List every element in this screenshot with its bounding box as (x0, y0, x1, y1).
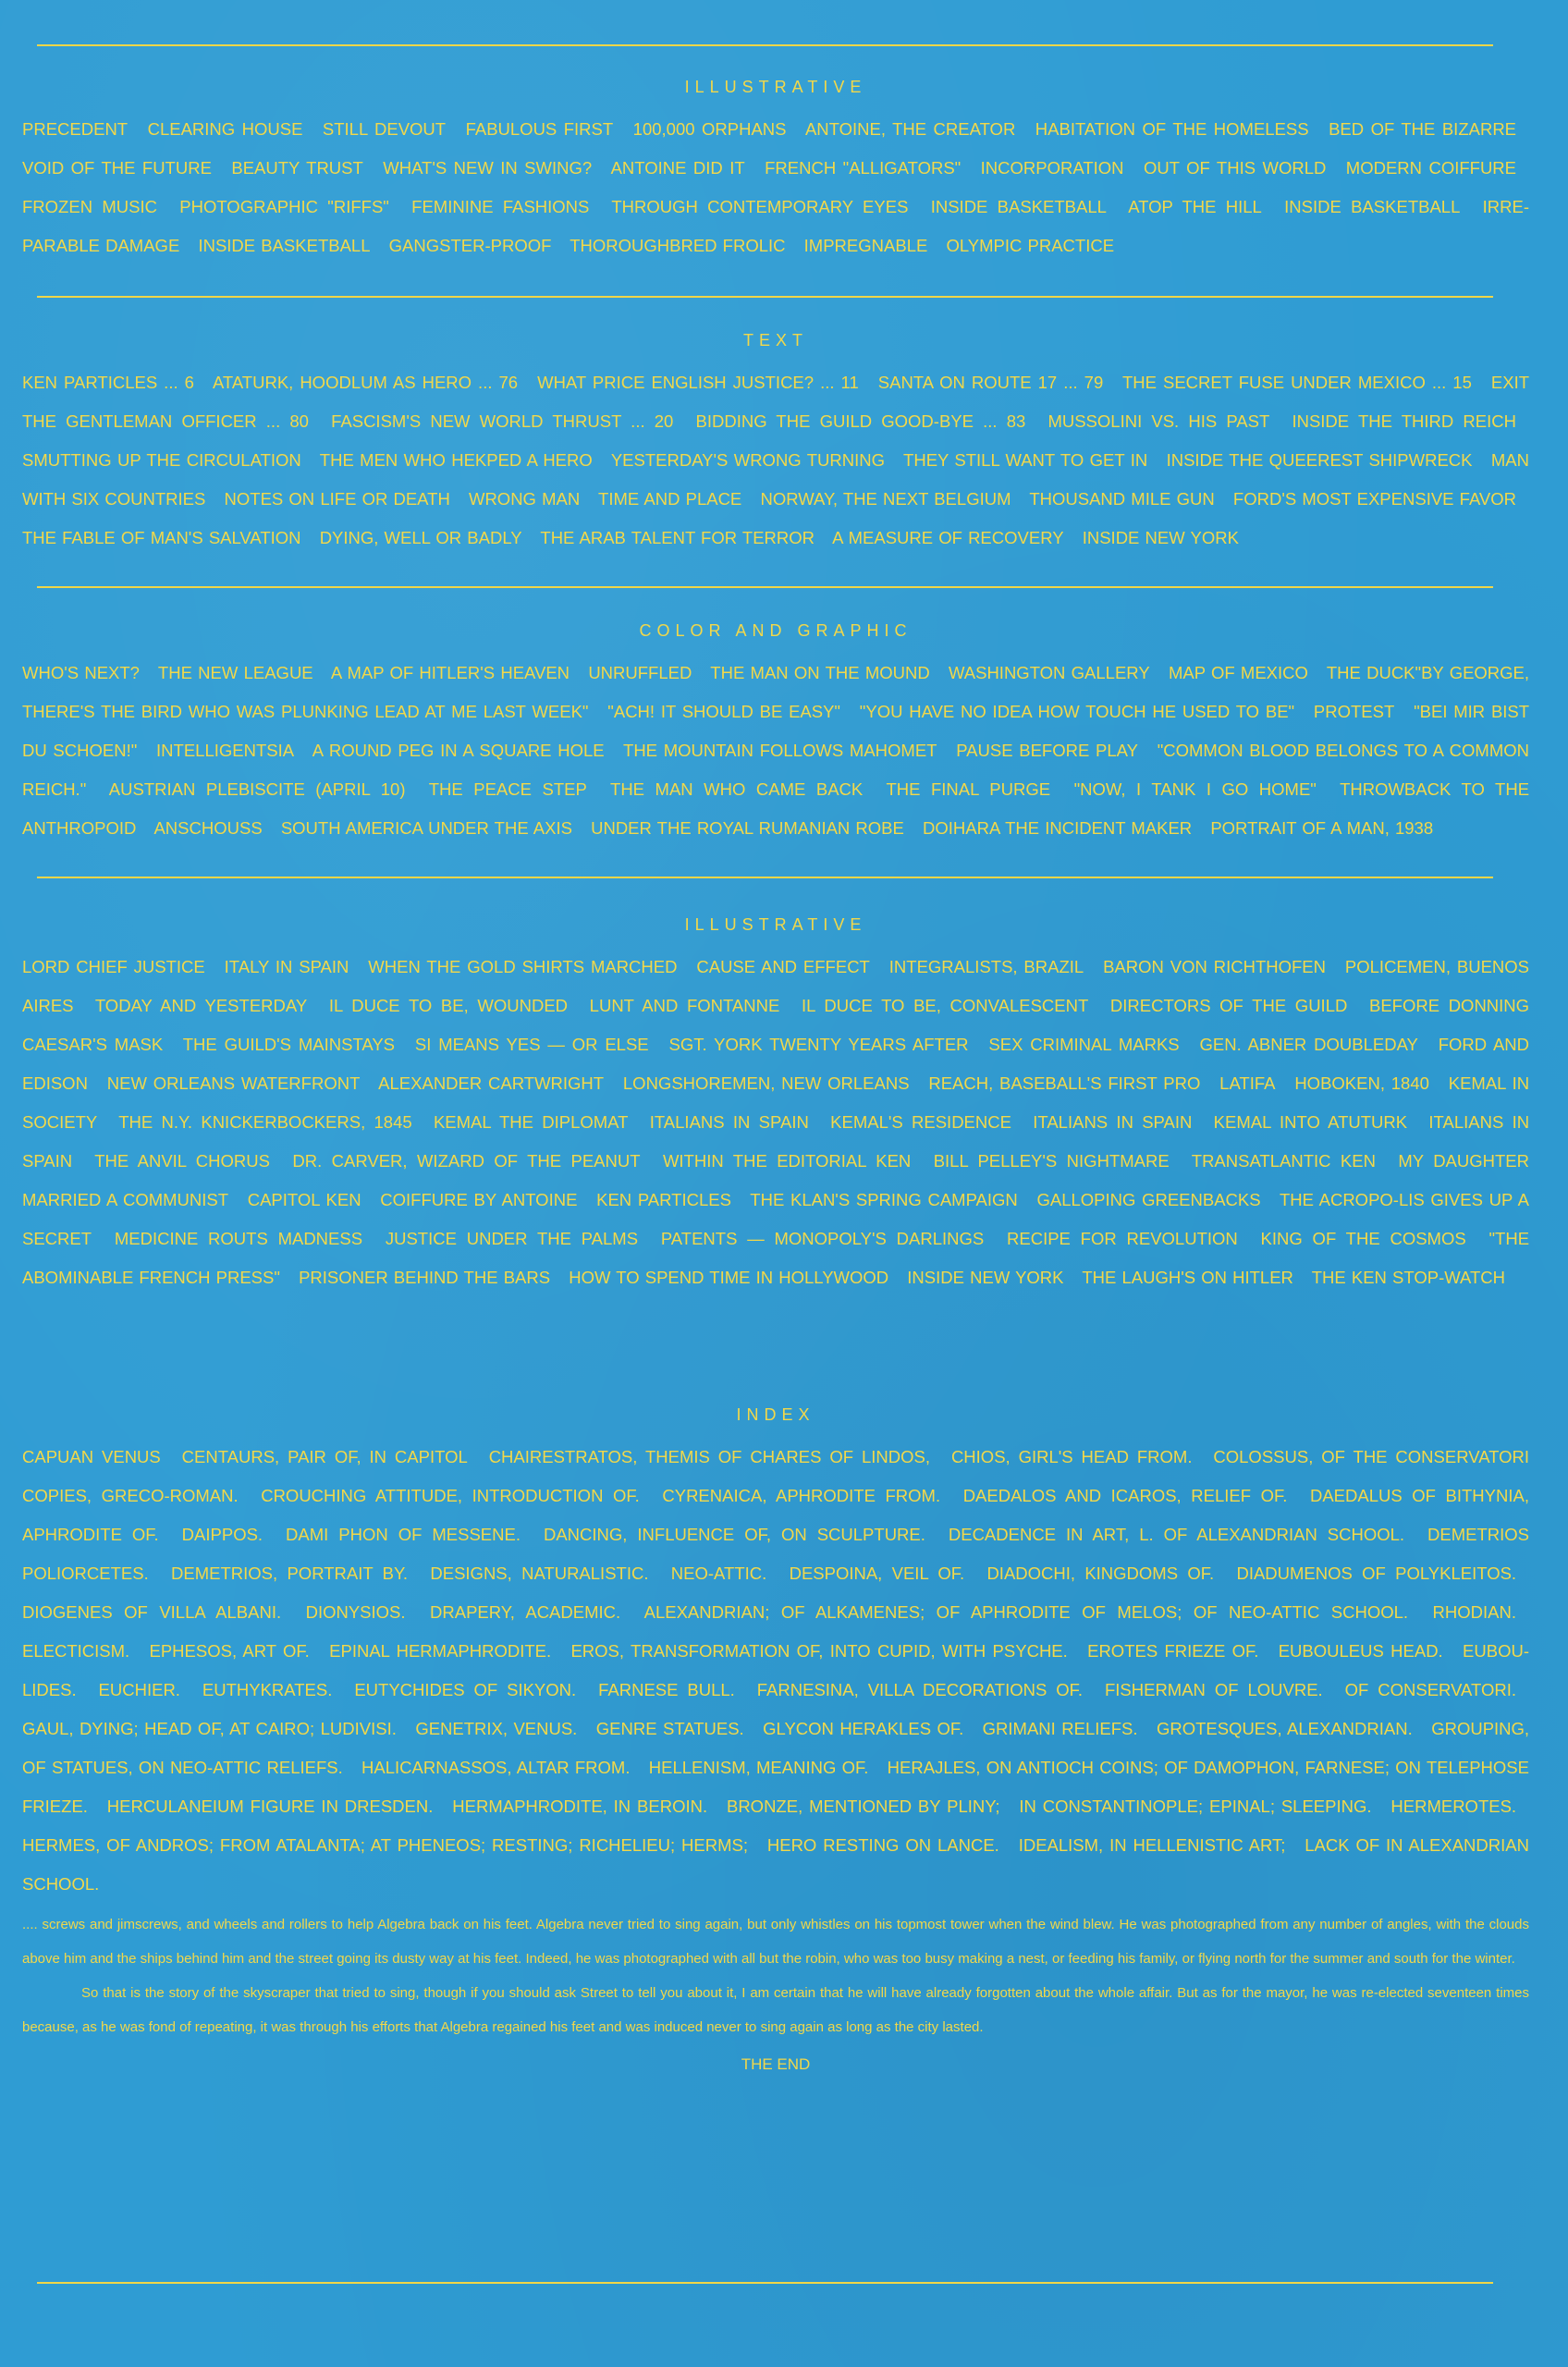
section-item: KEMAL'S RESIDENCE (830, 1112, 1011, 1132)
section-item: DESPOINA, VEIL OF. (789, 1564, 965, 1583)
section-item: HELLENISM, MEANING OF. (648, 1758, 869, 1777)
section-item: IMPREGNABLE (803, 236, 928, 255)
section-item: SANTA ON ROUTE 17 ... 79 (877, 373, 1104, 392)
section-item: DIOGENES OF VILLA ALBANI. (22, 1602, 282, 1622)
section-item: DR. CARVER, WIZARD OF THE PEANUT (292, 1151, 641, 1171)
section-item: ANTOINE DID IT (610, 158, 745, 178)
section-item: THE ACROPO-LIS GIVES UP A SECRET (22, 1190, 1529, 1248)
section-item: VOID OF THE FUTURE (22, 158, 212, 178)
the-end-label: THE END (741, 2055, 811, 2073)
section-item: THE MOUNTAIN FOLLOWS MAHOMET (623, 741, 937, 760)
section-item: EUTYCHIDES OF SIKYON. (354, 1680, 577, 1699)
section-item: SI MEANS YES — OR ELSE (414, 1035, 649, 1054)
section-item: 100,000 ORPHANS (632, 119, 787, 139)
section-item: TIME AND PLACE (598, 489, 742, 509)
section-item: FEMININE FASHIONS (411, 197, 590, 216)
section-item-list (22, 363, 1529, 558)
section-item: TRANSATLANTIC KEN (1191, 1151, 1376, 1171)
divider-rule (37, 296, 1493, 298)
divider-rule (37, 2282, 1493, 2284)
section-item: IDEALISM, IN HELLENISTIC ART; (1018, 1835, 1286, 1855)
section-item-list (22, 1438, 1529, 1904)
section-item: PATENTS — MONOPOLY'S DARLINGS (660, 1229, 985, 1248)
section-item: FABULOUS FIRST (465, 119, 614, 139)
section-item: GLYCON HERAKLES OF. (763, 1719, 964, 1738)
section-item: BIDDING THE GUILD GOOD-BYE ... 83 (695, 411, 1026, 431)
section-item: LONGSHOREMEN, NEW ORLEANS (622, 1073, 910, 1093)
section-item: THE ARAB TALENT FOR TERROR (540, 528, 815, 547)
section-item: GENETRIX, VENUS. (415, 1719, 578, 1738)
section-item: DAIPPOS. (181, 1525, 263, 1544)
section-item: PORTRAIT OF A MAN, 1938 (1210, 818, 1434, 838)
section-item: ANSCHOUSS (153, 818, 263, 838)
section-heading: TEXT (742, 331, 808, 350)
section-item: "COMMON BLOOD BELONGS TO A COMMON REICH." (22, 741, 1530, 799)
section-item: EROS, TRANSFORMATION OF, INTO CUPID, WITH PSYCHE. (570, 1641, 1068, 1661)
section-item: STILL DEVOUT (322, 119, 447, 139)
section-item: WRONG MAN (468, 489, 581, 509)
section-item: FARNESE BULL. (598, 1680, 735, 1699)
section-item: THE ANVIL CHORUS (94, 1151, 270, 1171)
section-item: EROTES FRIEZE OF. (1087, 1641, 1259, 1661)
section-item: NEO-ATTIC. (670, 1564, 767, 1583)
section-item: MY DAUGHTER MARRIED A COMMUNIST (22, 1151, 1530, 1209)
section-item: GALLOPING GREENBACKS (1036, 1190, 1261, 1209)
section-item: EUBOULEUS HEAD. (1278, 1641, 1443, 1661)
section-item: MODERN COIFFURE (1345, 158, 1517, 178)
section-item: ANTOINE, THE CREATOR (804, 119, 1016, 139)
section-item: REACH, BASEBALL'S FIRST PRO (928, 1073, 1201, 1093)
section-item: KEMAL IN SOCIETY (22, 1073, 1530, 1132)
section-item: DECADENCE IN ART, L. OF ALEXANDRIAN SCHOOL. (948, 1525, 1405, 1544)
section-item: PRECEDENT (22, 119, 129, 139)
section-item: IL DUCE TO BE, WOUNDED (328, 996, 569, 1015)
section-item: GROTESQUES, ALEXANDRIAN. (1156, 1719, 1413, 1738)
section-item: "THE ABOMINABLE FRENCH PRESS" (22, 1229, 1530, 1287)
section-item: DIADOCHI, KINGDOMS OF. (986, 1564, 1215, 1583)
section-item: IRRE-PARABLE DAMAGE (22, 197, 1530, 255)
section-item: THE KLAN'S SPRING CAMPAIGN (750, 1190, 1018, 1209)
section-item: THE SECRET FUSE UNDER MEXICO ... 15 (1121, 373, 1472, 392)
section-item-list (22, 948, 1529, 1297)
section-item: DEMETRIOS, PORTRAIT BY. (171, 1564, 409, 1583)
section-item: THEY STILL WANT TO GET IN (903, 450, 1148, 470)
section-item: DANCING, INFLUENCE OF, ON SCULPTURE. (543, 1525, 925, 1544)
section-item: BRONZE, MENTIONED BY PLINY; (726, 1797, 1000, 1816)
section-item: INSIDE THE QUEEREST SHIPWRECK (1166, 450, 1473, 470)
section-item: DYING, WELL OR BADLY (319, 528, 522, 547)
section-item: EPHESOS, ART OF. (149, 1641, 310, 1661)
section-item: THROWBACK TO THE ANTHROPOID (22, 779, 1530, 838)
section-item: CAPITOL KEN (247, 1190, 361, 1209)
story-paragraph-1: .... screws and jimscrews, and wheels and rollers to help Algebra back on his feet. Algebra never tried to sing again, but only whistles on his topmost tower when the wind blew. He was photographed from any number of angles, with the clouds above him and the ships behind him and the street going its dusty way at his feet. Indeed, he was photographed with all but the robin, who was too busy making a nest, or feeding his family, or flying north for the summer and south for the winter. (22, 1917, 1529, 1967)
section-item: PRISONER BEHIND THE BARS (299, 1268, 551, 1287)
section-item: WHO'S NEXT? (22, 663, 140, 682)
section-item: CLEARING HOUSE (147, 119, 303, 139)
section-item: COLOSSUS, OF THE CONSERVATORI COPIES, GRECO-ROMAN. (22, 1447, 1530, 1505)
section-item: RHODIAN. (1432, 1602, 1516, 1622)
section-item: DAEDALOS AND ICAROS, RELIEF OF. (962, 1486, 1288, 1505)
section-item: HOW TO SPEND TIME IN HOLLYWOOD (569, 1268, 889, 1287)
divider-rule (37, 44, 1493, 46)
section-item: ITALIANS IN SPAIN (1033, 1112, 1193, 1132)
section-item: SMUTTING UP THE CIRCULATION (22, 450, 301, 470)
section-item: EXIT THE GENTLEMAN OFFICER ... 80 (22, 373, 1530, 431)
section-item: EUCHIER. (98, 1680, 180, 1699)
section-item: LATIFA (1219, 1073, 1276, 1093)
section-item: MUSSOLINI VS. HIS PAST (1047, 411, 1270, 431)
section-item: "NOW, I TANK I GO HOME" (1073, 779, 1317, 799)
section-item: IL DUCE TO BE, CONVALESCENT (801, 996, 1089, 1015)
section-item: WHAT'S NEW IN SWING? (383, 158, 593, 178)
section-color-and-graphic (22, 621, 1529, 848)
section-item: THOUSAND MILE GUN (1029, 489, 1215, 509)
section-item: INSIDE NEW YORK (1082, 528, 1239, 547)
section-item: HERMES, OF ANDROS; FROM ATALANTA; AT PHENEOS; RESTING; RICHELIEU; HERMS; (22, 1835, 748, 1855)
section-item: MAP OF MEXICO (1168, 663, 1308, 682)
section-heading: INDEX (736, 1405, 815, 1424)
section-item: MEDICINE ROUTS MADNESS (114, 1229, 363, 1248)
section-item: SEX CRIMINAL MARKS (988, 1035, 1180, 1054)
section-item: BEAUTY TRUST (231, 158, 363, 178)
section-item: HOBOKEN, 1840 (1294, 1073, 1429, 1093)
section-item: THE LAUGH'S ON HITLER (1082, 1268, 1293, 1287)
section-item: FORD'S MOST EXPENSIVE FAVOR (1232, 489, 1517, 509)
section-item: INSIDE NEW YORK (907, 1268, 1064, 1287)
section-item: CYRENAICA, APHRODITE FROM. (662, 1486, 941, 1505)
section-item: CENTAURS, PAIR OF, IN CAPITOL (181, 1447, 468, 1466)
section-item: THE NEW LEAGUE (157, 663, 313, 682)
section-item: CROUCHING ATTITUDE, INTRODUCTION OF. (261, 1486, 640, 1505)
section-item: HERO RESTING ON LANCE. (766, 1835, 999, 1855)
section-item: FORD AND EDISON (22, 1035, 1530, 1093)
section-item: HERAJLES, ON ANTIOCH COINS; OF DAMOPHON, FARNESE; ON TELEPHOSE FRIEZE. (22, 1758, 1529, 1816)
section-item: ALEXANDER CARTWRIGHT (378, 1073, 605, 1093)
section-item: DAMI PHON OF MESSENE. (286, 1525, 521, 1544)
section-heading: ILLUSTRATIVE (684, 915, 867, 934)
section-item: LACK OF IN ALEXANDRIAN SCHOOL. (22, 1835, 1529, 1894)
section-item: EUTHYKRATES. (202, 1680, 333, 1699)
section-item: INSIDE THE THIRD REICH (1292, 411, 1516, 431)
section-item: INSIDE BASKETBALL (198, 236, 371, 255)
section-heading: COLOR AND GRAPHIC (639, 621, 913, 640)
section-item: UNDER THE ROYAL RUMANIAN ROBE (591, 818, 904, 838)
section-item: GROUPING, OF STATUES, ON NEO-ATTIC RELIEFS. (22, 1719, 1530, 1777)
section-item: THE KEN STOP-WATCH (1311, 1268, 1505, 1287)
section-item: DESIGNS, NATURALISTIC. (430, 1564, 649, 1583)
section-item: PROTEST (1313, 702, 1395, 721)
section-item: WHAT PRICE ENGLISH JUSTICE? ... 11 (537, 373, 859, 392)
section-item: THE FINAL PURGE (886, 779, 1051, 799)
section-heading: ILLUSTRATIVE (684, 78, 867, 96)
section-item: GAUL, DYING; HEAD OF, AT CAIRO; LUDIVISI. (22, 1719, 397, 1738)
section-item: KEMAL THE DIPLOMAT (433, 1112, 629, 1132)
section-item: "YOU HAVE NO IDEA HOW TOUCH HE USED TO BE" (859, 702, 1295, 721)
section-item: PHOTOGRAPHIC "RIFFS" (179, 197, 389, 216)
section-item: "ACH! IT SHOULD BE EASY" (607, 702, 840, 721)
section-item: INTEGRALISTS, BRAZIL (888, 957, 1084, 976)
section-item: SGT. YORK TWENTY YEARS AFTER (668, 1035, 969, 1054)
section-item: KEMAL INTO ATUTURK (1213, 1112, 1408, 1132)
section-text (22, 331, 1529, 558)
section-item: PAUSE BEFORE PLAY (956, 741, 1138, 760)
section-item: WASHINGTON GALLERY (948, 663, 1150, 682)
section-item: BEFORE DONNING CAESAR'S MASK (22, 996, 1530, 1054)
section-item: NEW ORLEANS WATERFRONT (106, 1073, 361, 1093)
section-item: KEN PARTICLES ... 6 (22, 373, 194, 392)
section-item: A MEASURE OF RECOVERY (832, 528, 1064, 547)
section-item: POLICEMEN, BUENOS AIRES (22, 957, 1530, 1015)
section-item: CAUSE AND EFFECT (696, 957, 870, 976)
section-illustrative-2 (22, 915, 1529, 1297)
section-item: AUSTRIAN PLEBISCITE (APRIL 10) (108, 779, 406, 799)
section-item: NOTES ON LIFE OR DEATH (224, 489, 450, 509)
section-item: GRIMANI RELIEFS. (982, 1719, 1138, 1738)
section-item: JUSTICE UNDER THE PALMS (385, 1229, 639, 1248)
section-item: ELECTICISM. (22, 1641, 130, 1661)
section-item: THROUGH CONTEMPORARY EYES (611, 197, 909, 216)
section-item: DAEDALUS OF BITHYNIA, APHRODITE OF. (22, 1486, 1529, 1544)
section-item: LORD CHIEF JUSTICE (22, 957, 205, 976)
section-item-list (22, 654, 1529, 848)
section-item: FASCISM'S NEW WORLD THRUST ... 20 (331, 411, 674, 431)
section-item: DIADUMENOS OF POLYKLEITOS. (1236, 1564, 1517, 1583)
section-item: THE MEN WHO HEKPED A HERO (319, 450, 593, 470)
section-item: IN CONSTANTINOPLE; EPINAL; SLEEPING. (1019, 1797, 1372, 1816)
section-item: DRAPERY, ACADEMIC. (430, 1602, 621, 1622)
section-item: WITHIN THE EDITORIAL KEN (662, 1151, 912, 1171)
section-item: DIRECTORS OF THE GUILD (1109, 996, 1348, 1015)
section-item: FISHERMAN OF LOUVRE. (1104, 1680, 1323, 1699)
section-item: THE PEACE STEP (428, 779, 587, 799)
section-item: DIONYSIOS. (305, 1602, 406, 1622)
section-item: HALICARNASSOS, ALTAR FROM. (361, 1758, 631, 1777)
section-item: INCORPORATION (980, 158, 1124, 178)
section-item: RECIPE FOR REVOLUTION (1007, 1229, 1238, 1248)
section-item: MAN WITH SIX COUNTRIES (22, 450, 1529, 509)
section-item: HABITATION OF THE HOMELESS (1035, 119, 1309, 139)
section-item: ITALIANS IN SPAIN (22, 1112, 1530, 1171)
section-item: OF CONSERVATORI. (1344, 1680, 1517, 1699)
section-item: FARNESINA, VILLA DECORATIONS OF. (756, 1680, 1084, 1699)
divider-rule (37, 877, 1493, 878)
section-item: GENRE STATUES. (595, 1719, 744, 1738)
section-item: CAPUAN VENUS (22, 1447, 161, 1466)
section-item: FRENCH "ALLIGATORS" (765, 158, 962, 178)
section-item: "BEI MIR BIST DU SCHOEN!" (22, 702, 1530, 760)
section-item: INSIDE BASKETBALL (1284, 197, 1461, 216)
section-item: DEMETRIOS POLIORCETES. (22, 1525, 1530, 1583)
section-item: SOUTH AMERICA UNDER THE AXIS (280, 818, 572, 838)
section-item: TODAY AND YESTERDAY (94, 996, 308, 1015)
section-item-list (22, 110, 1529, 265)
section-item: THE MAN ON THE MOUND (710, 663, 930, 682)
section-item: DOIHARA THE INCIDENT MAKER (923, 818, 1193, 838)
section-item: OUT OF THIS WORLD (1143, 158, 1327, 178)
section-item: THE MAN WHO CAME BACK (610, 779, 864, 799)
section-item: CHIOS, GIRL'S HEAD FROM. (950, 1447, 1193, 1466)
section-item: FROZEN MUSIC (22, 197, 157, 216)
section-item: OLYMPIC PRACTICE (946, 236, 1115, 255)
section-item: THE N.Y. KNICKERBOCKERS, 1845 (118, 1112, 412, 1132)
story-paragraph-2: So that is the story of the skyscraper that tried to sing, though if you should ask Street to tell you about it, I am certain that he will have already forgotten about the whole affair. But as for the mayor, he was re-elected seventeen times because, as he was fond of repeating, it was through his efforts that Algebra regained his feet and was induced never to sing again as long as the city lasted. (22, 1985, 1529, 2035)
section-item: CHAIRESTRATOS, THEMIS OF CHARES OF LINDOS, (488, 1447, 931, 1466)
section-item: HERMEROTES. (1390, 1797, 1517, 1816)
section-item: A MAP OF HITLER'S HEAVEN (330, 663, 570, 682)
section-item: ATATURK, HOODLUM AS HERO ... 76 (212, 373, 519, 392)
section-item: THE GUILD'S MAINSTAYS (182, 1035, 396, 1054)
section-item: KING OF THE COSMOS (1260, 1229, 1466, 1248)
section-item: KEN PARTICLES (596, 1190, 731, 1209)
section-item: UNRUFFLED (588, 663, 692, 682)
section-item: ALEXANDRIAN; OF ALKAMENES; OF APHRODITE OF MELOS; OF NEO-ATTIC SCHOOL. (643, 1602, 1409, 1622)
section-item: EPINAL HERMAPHRODITE. (329, 1641, 552, 1661)
section-item: ITALIANS IN SPAIN (649, 1112, 809, 1132)
section-item: HERMAPHRODITE, IN BEROIN. (452, 1797, 708, 1816)
section-item: BED OF THE BIZARRE (1329, 119, 1517, 139)
divider-rule (37, 586, 1493, 588)
section-item: BARON VON RICHTHOFEN (1103, 957, 1327, 976)
section-item: EUBOU-LIDES. (22, 1641, 1529, 1699)
section-item: BILL PELLEY'S NIGHTMARE (933, 1151, 1170, 1171)
section-item: HERCULANEIUM FIGURE IN DRESDEN. (106, 1797, 434, 1816)
section-item: GEN. ABNER DOUBLEDAY (1199, 1035, 1418, 1054)
section-item: INSIDE BASKETBALL (930, 197, 1107, 216)
section-item: YESTERDAY'S WRONG TURNING (610, 450, 885, 470)
section-index (22, 1405, 1529, 2074)
section-item: THE FABLE OF MAN'S SALVATION (22, 528, 301, 547)
section-item: GANGSTER-PROOF (388, 236, 552, 255)
section-item: WHEN THE GOLD SHIRTS MARCHED (368, 957, 678, 976)
section-item: INTELLIGENTSIA (156, 741, 295, 760)
section-item: A ROUND PEG IN A SQUARE HOLE (312, 741, 605, 760)
section-item: NORWAY, THE NEXT BELGIUM (760, 489, 1011, 509)
section-item: ATOP THE HILL (1128, 197, 1262, 216)
section-illustrative-1 (22, 78, 1529, 265)
section-item: ITALY IN SPAIN (224, 957, 349, 976)
section-item: THOROUGHBRED FROLIC (570, 236, 786, 255)
section-item: THE DUCK"BY GEORGE, THERE'S THE BIRD WHO WAS PLUNKING LEAD AT ME LAST WEEK" (22, 663, 1530, 721)
section-item: COIFFURE BY ANTOINE (380, 1190, 578, 1209)
section-item: LUNT AND FONTANNE (589, 996, 780, 1015)
